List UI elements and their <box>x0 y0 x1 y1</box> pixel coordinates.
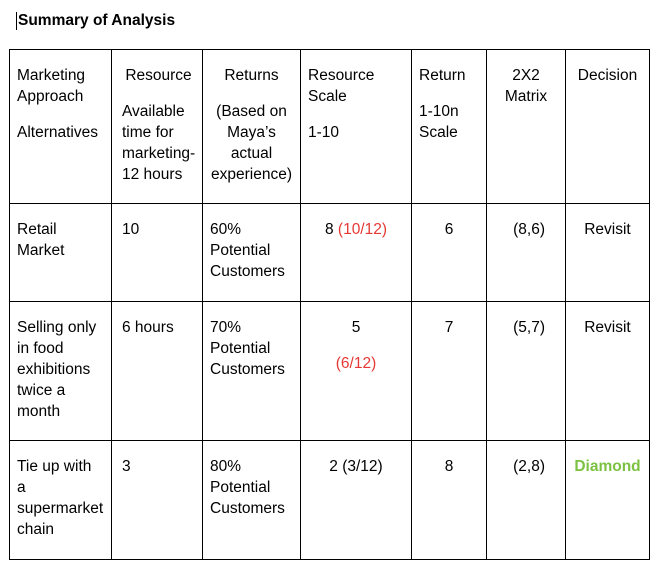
header-approach <box>10 50 112 204</box>
scale-note: (10/12) <box>337 221 388 238</box>
header-decision <box>566 50 650 204</box>
page-title: Summary of Analysis <box>18 12 176 29</box>
approach-cell: Tie up with a supermarket chain <box>10 441 112 560</box>
header-resource <box>112 50 203 204</box>
header-matrix-label: 2X2 Matrix <box>504 67 548 105</box>
header-row <box>10 50 650 204</box>
decision-cell: Revisit <box>566 302 650 441</box>
analysis-table <box>9 49 650 560</box>
return-cell: 7 <box>412 302 487 441</box>
header-resource-scale-line1: Resource Scale <box>308 67 375 105</box>
returns-cell: 80% Potential Customers <box>203 441 301 560</box>
return-cell: 8 <box>412 441 487 560</box>
decision-cell: Diamond <box>566 441 650 560</box>
decision-cell: Revisit <box>566 204 650 302</box>
matrix-cell: (2,8) <box>487 441 566 560</box>
header-return-scale <box>412 50 487 204</box>
scale-value: 5 <box>351 319 361 336</box>
header-resource-line1: Resource <box>125 67 192 84</box>
header-resource-line2: Available time for marketing-12 hours <box>122 103 196 183</box>
table-row <box>10 302 650 441</box>
resource-scale-cell <box>301 302 412 441</box>
header-resource-scale-line2: 1-10 <box>308 124 340 141</box>
resource-cell: 6 hours <box>112 302 203 441</box>
scale-note: (6/12) <box>335 355 377 372</box>
matrix-cell: (8,6) <box>487 204 566 302</box>
header-approach-line1: Marketing Approach <box>17 67 86 105</box>
resource-cell: 3 <box>112 441 203 560</box>
scale-value: 8 <box>324 221 334 238</box>
return-cell: 6 <box>412 204 487 302</box>
matrix-cell: (5,7) <box>487 302 566 441</box>
approach-cell: Selling only in food exhibitions twice a month <box>10 302 112 441</box>
header-approach-line2: Alternatives <box>17 124 98 141</box>
table-row <box>10 204 650 302</box>
approach-cell: Retail Market <box>10 204 112 302</box>
header-returns-line2: (Based on Maya’s actual experience) <box>211 103 292 183</box>
header-resource-scale <box>301 50 412 204</box>
header-returns-line1: Returns <box>224 67 279 84</box>
header-matrix <box>487 50 566 204</box>
resource-cell: 10 <box>112 204 203 302</box>
table-row <box>10 441 650 560</box>
returns-cell: 60% Potential Customers <box>203 204 301 302</box>
header-return-scale-line2: 1-10n Scale <box>419 103 459 141</box>
text-cursor <box>16 12 17 30</box>
header-return-scale-line1: Return <box>419 67 466 84</box>
header-returns <box>203 50 301 204</box>
resource-scale-cell <box>301 204 412 302</box>
header-decision-label: Decision <box>577 67 638 84</box>
resource-scale-cell: 2 (3/12) <box>301 441 412 560</box>
returns-cell: 70% Potential Customers <box>203 302 301 441</box>
